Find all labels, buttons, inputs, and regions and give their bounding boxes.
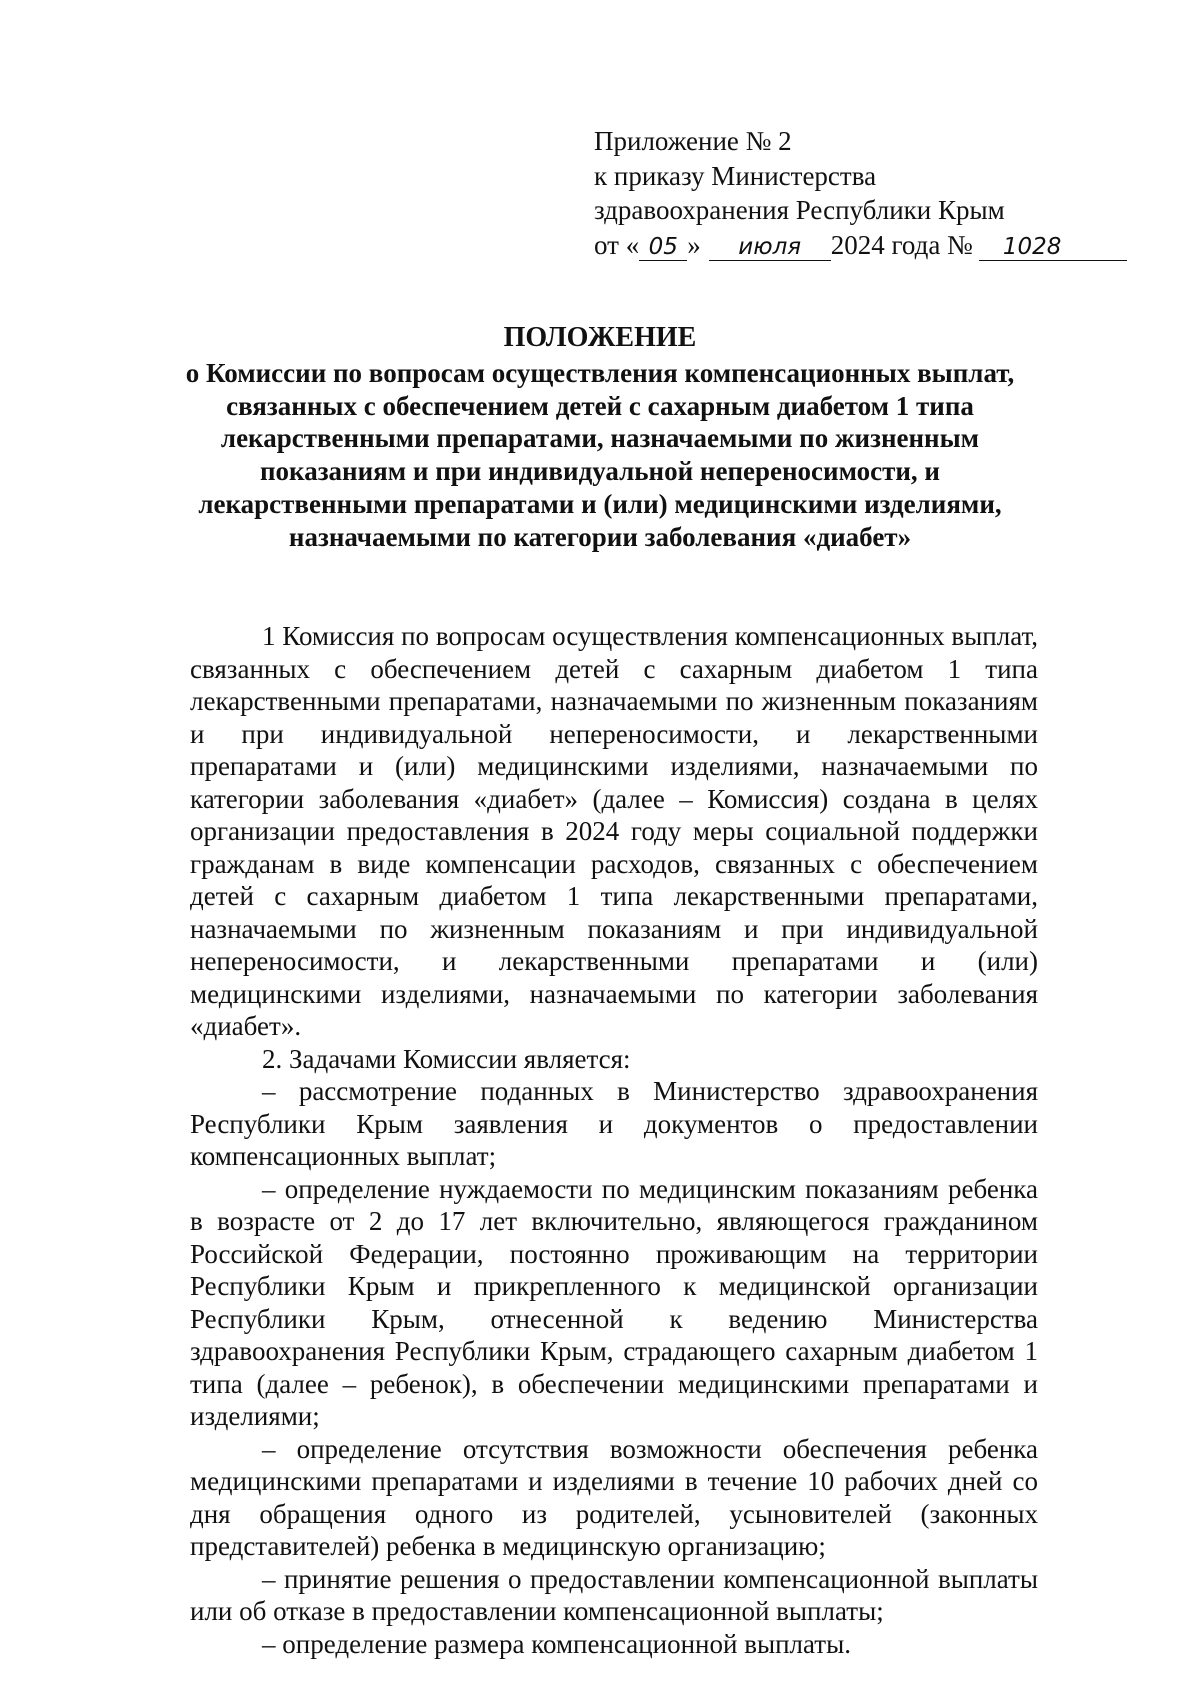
task-item: – принятие решения о предоставлении компенсационной выплаты или об отказе в предоставлении компенсационной выплаты; — [190, 1563, 1038, 1626]
document-heading: ПОЛОЖЕНИЕ — [503, 322, 697, 353]
handwritten-day: 05 — [639, 234, 687, 261]
handwritten-month: июля — [709, 234, 831, 261]
date-prefix: от « — [594, 229, 640, 260]
annex-line-3: здравоохранения Республики Крым — [594, 195, 1005, 225]
document-title-block — [180, 322, 1020, 554]
task-item: – определение нуждаемости по медицинским показаниям ребенка в возрасте от 2 до 17 лет включительно, являющегося гражданином Российской Федерации, постоянно проживающим на территории Республики Крым и прикрепленного к медицинской организации Республики Крым, отнесенной к ведению Министерства здравоохранения Республики Крым, страдающего сахарным диабетом 1 типа (далее – ребенок), в обеспечении медицинскими препаратами и изделиями; — [190, 1173, 1038, 1431]
paragraph-2: 2. Задачами Комиссии является: — [262, 1043, 631, 1074]
paragraph-1: 1 Комиссия по вопросам осуществления компенсационных выплат, связанных с обеспечением детей с сахарным диабетом 1 типа лекарственными препаратами, назначаемыми по жизненным показаниям и при индивидуальной непереносимости, и лекарственными препаратами и (или) медицинскими изделиями, назначаемыми по категории заболевания «диабет» (далее – Комиссия) создана в целях организации предоставления в 2024 году меры социальной поддержки гражданам в виде компенсации расходов, связанных с обеспечением детей с сахарным диабетом 1 типа лекарственными препаратами, назначаемыми по жизненным показаниям и при индивидуальной непереносимости, и лекарственными препаратами и (или) медицинскими изделиями, назначаемыми по категории заболевания «диабет». — [190, 621, 1038, 1041]
document-body — [190, 620, 1038, 1660]
document-subtitle: о Комиссии по вопросам осуществления компенсационных выплат, связанных с обеспечением детей с сахарным диабетом 1 типа лекарственными препаратами, назначаемыми по жизненным показаниям и при индивидуальной непереносимости, и лекарственными препаратами и (или) медицинскими изделиями, назначаемыми по категории заболевания «диабет» — [185, 357, 1015, 552]
task-item: – определение отсутствия возможности обеспечения ребенка медицинскими препаратами и изделиями в течение 10 рабочих дней со дня обращения одного из родителей, усыновителей (законных представителей) ребенка в медицинскую организацию; — [190, 1433, 1038, 1561]
task-item: – рассмотрение поданных в Министерство здравоохранения Республики Крым заявления и документов о предоставлении компенсационных выплат; — [190, 1076, 1038, 1171]
date-year-text: 2024 года № — [830, 229, 973, 260]
handwritten-order-number: 1028 — [979, 234, 1127, 261]
annex-line-1: Приложение № 2 — [594, 126, 792, 156]
date-day-suffix: » — [687, 229, 701, 260]
annex-line-2: к приказу Министерства — [594, 160, 877, 191]
task-item: – определение размера компенсационной выплаты. — [262, 1628, 851, 1659]
annex-date-line — [594, 228, 1127, 263]
annex-header — [594, 124, 1127, 262]
